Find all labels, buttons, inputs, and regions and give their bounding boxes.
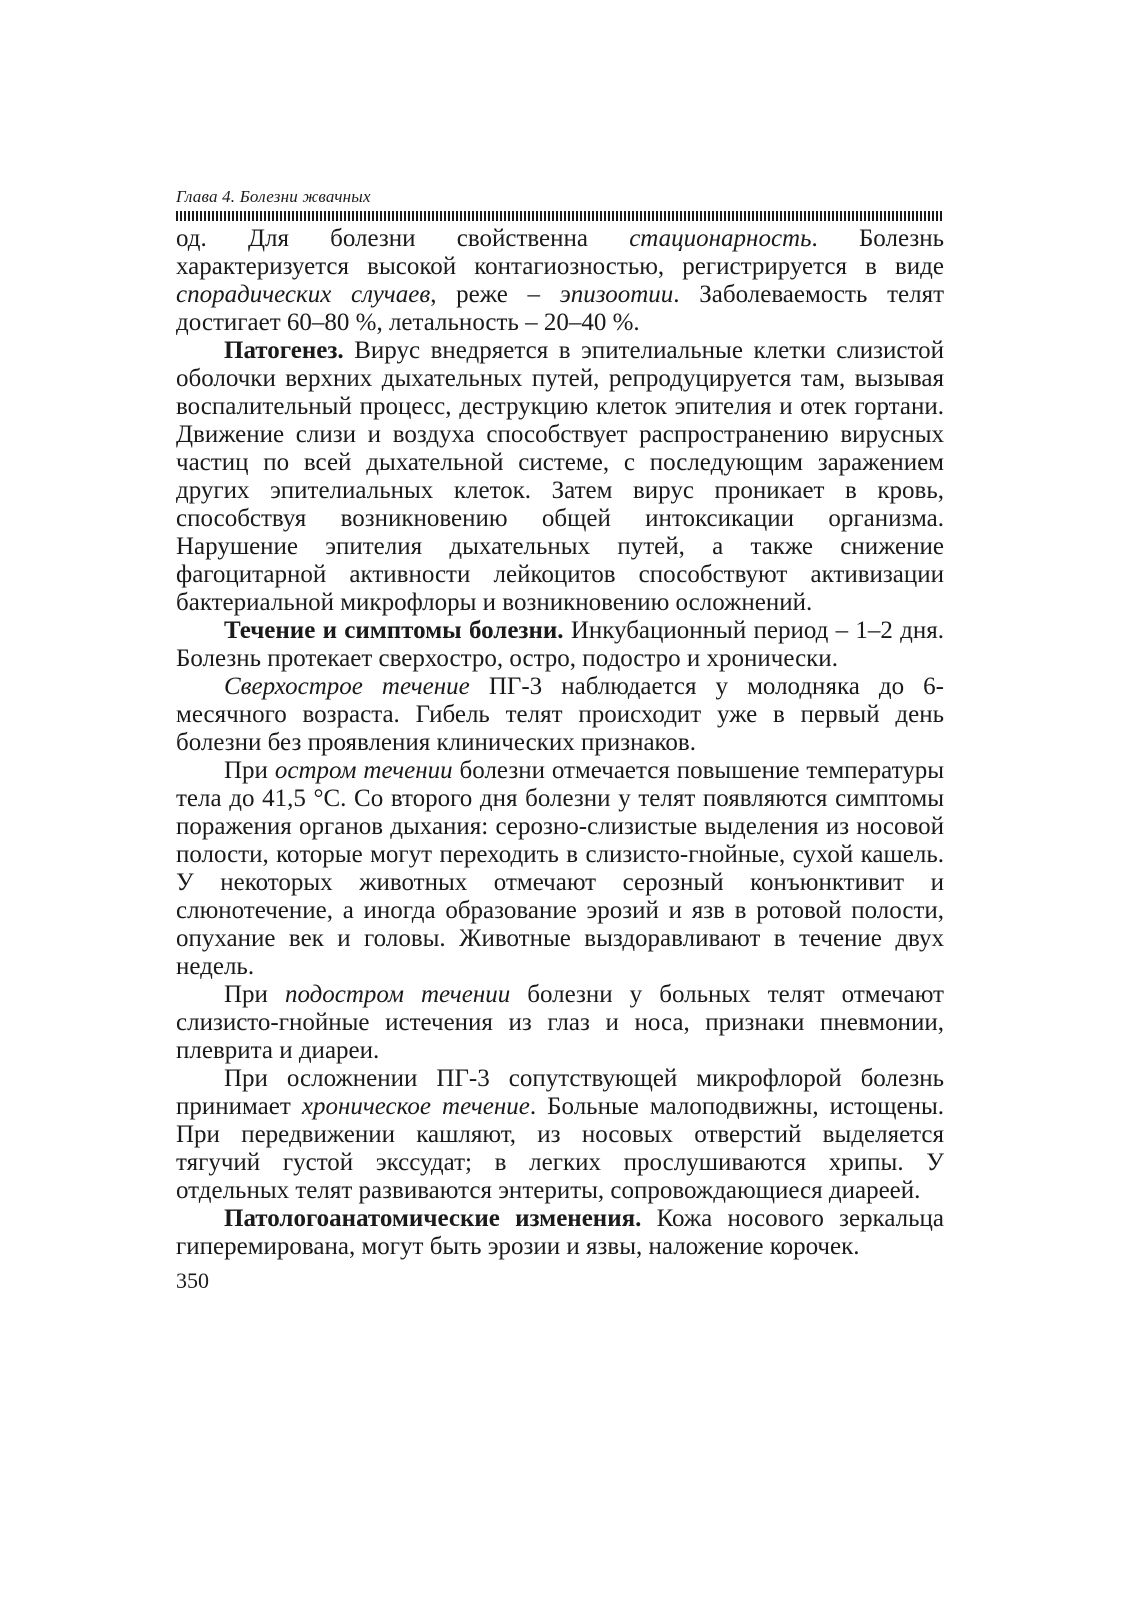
italic-run: Сверхострое течение xyxy=(224,673,470,700)
paragraph-acute xyxy=(176,757,944,981)
text-run: болезни отмечается повышение температуры тела до 41,5 °С. Со второго дня болезни у телят появляются симптомы поражения органов дыхания: серозно-слизистые выделения из носовой полости, которые могут переходить в слизисто-гнойные, сухой кашель. У некоторых животных отмечают серозный конъюнктивит и слюнотечение, а иногда образование эрозий и язв в ротовой полости, опухание век и головы. Животные выздоравливают в течение двух недель. xyxy=(176,757,944,980)
text-run: болезни у больных телят отмечают слизисто-гнойные истечения из глаз и носа, признаки пневмонии, плеврита и диареи. xyxy=(176,981,944,1064)
italic-run: эпизоотии xyxy=(559,281,674,308)
paragraph-chronic xyxy=(176,1065,944,1205)
paragraph-continuation xyxy=(176,225,944,337)
text-run: . Больные малоподвижны, истощены. При передвижении кашляют, из носовых отверстий выделяется тягучий густой экссудат; в легких прослушиваются хрипы. У отдельных телят развиваются энтериты, сопровождающиеся диареей. xyxy=(176,1093,944,1204)
italic-run: хроническое течение xyxy=(301,1093,530,1120)
text-run: При xyxy=(224,981,285,1008)
text-run: ПГ-3 наблюдается у молодняка до 6-месячного возраста. Гибель телят происходит уже в первый день болезни без проявления клинических признаков. xyxy=(176,673,944,756)
header-rule xyxy=(176,211,944,221)
text-run: од. Для болезни свойственна xyxy=(176,225,630,252)
paragraph-pathology xyxy=(176,1205,944,1261)
text-run: Инкубационный период – 1–2 дня. Болезнь протекает сверхостро, остро, подостро и хронически. xyxy=(176,617,944,672)
paragraph-course-symptoms xyxy=(176,617,944,673)
bold-run: Патогенез. xyxy=(224,337,344,364)
italic-run: стационарность xyxy=(629,225,812,252)
page-number: 350 xyxy=(176,1268,209,1293)
bold-run: Патологоанатомические изменения. xyxy=(224,1205,642,1232)
text-run: При xyxy=(224,757,275,784)
italic-run: остром течении xyxy=(274,757,453,784)
paragraph-subacute xyxy=(176,981,944,1065)
text-run: . Болезнь характеризуется высокой контагиозностью, регистрируется в виде xyxy=(176,225,945,280)
running-header: Глава 4. Болезни жвачных xyxy=(176,187,371,206)
paragraph-pathogenesis xyxy=(176,337,944,617)
italic-run: спорадических случаев xyxy=(176,281,431,308)
text-run: Вирус внедряется в эпителиальные клетки слизистой оболочки верхних дыхательных путей, репродуцируется там, вызывая воспалительный процесс, деструкцию клеток эпителия и отек гортани. Движение слизи и воздуха способствует распространению вирусных частиц по всей дыхательной системе, с последующим заражением других эпителиальных клеток. Затем вирус проникает в кровь, способствуя возникновению общей интоксикации организма. Нарушение эпителия дыхательных путей, а также снижение фагоцитарной активности лейкоцитов способствуют активизации бактериальной микрофлоры и возникновению осложнений. xyxy=(176,337,944,616)
text-run: При осложнении ПГ-3 сопутствующей микрофлорой болезнь принимает xyxy=(176,1065,944,1120)
bold-run: Течение и симптомы болезни. xyxy=(224,617,564,644)
book-page xyxy=(176,186,944,1295)
body-text xyxy=(176,225,944,1261)
paragraph-hyperacute xyxy=(176,673,944,757)
text-run: Кожа носового зеркальца гиперемирована, могут быть эрозии и язвы, наложение корочек. xyxy=(176,1205,944,1260)
italic-run: подостром течении xyxy=(284,981,511,1008)
text-run: , реже – xyxy=(430,281,560,308)
text-run: . Заболеваемость телят достигает 60–80 %, летальность – 20–40 %. xyxy=(176,281,944,336)
